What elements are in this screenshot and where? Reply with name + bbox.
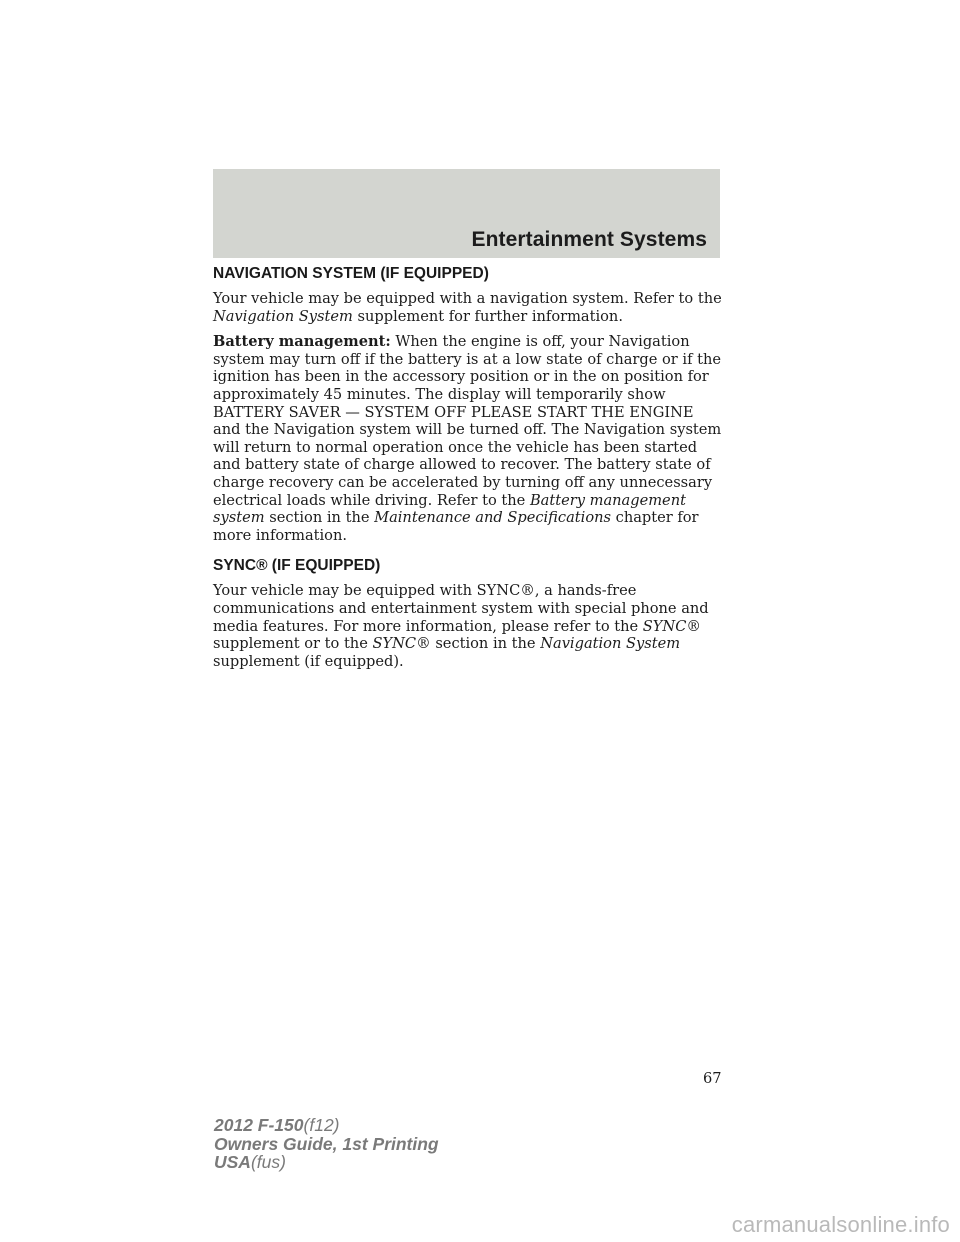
footer-model-code: (f12) bbox=[303, 1115, 340, 1135]
battery-management-mid-text: section in the bbox=[269, 509, 370, 527]
page-number: 67 bbox=[703, 1070, 722, 1087]
battery-management-end-text: chapter for more information. bbox=[213, 509, 699, 544]
sync-text: Your vehicle may be equipped with SYNC®, a hands-free communications and entertainment system with special phone and media features. For more information, please refer to the bbox=[213, 582, 709, 635]
sync-supplement-reference: SYNC® bbox=[642, 617, 701, 635]
footer-model: 2012 F-150 bbox=[214, 1115, 304, 1135]
sync-text-4: supplement (if equipped). bbox=[213, 652, 404, 670]
navigation-intro-text-end: supplement for further information. bbox=[357, 307, 623, 325]
navigation-heading: NAVIGATION SYSTEM (IF EQUIPPED) bbox=[213, 265, 489, 282]
sync-section-reference: SYNC® bbox=[372, 635, 431, 653]
battery-management-label: Battery management: bbox=[213, 333, 391, 351]
battery-management-paragraph bbox=[213, 333, 725, 544]
watermark-text: carmanualsonline.info bbox=[731, 1212, 950, 1237]
footer-market-line bbox=[214, 1153, 439, 1172]
page-content bbox=[213, 264, 725, 678]
sync-heading: SYNC® (IF EQUIPPED) bbox=[213, 557, 381, 575]
footer-model-line bbox=[214, 1116, 439, 1135]
print-footer bbox=[214, 1116, 439, 1172]
sync-text-2: supplement or to the bbox=[213, 635, 368, 653]
sync-text-3: section in the bbox=[435, 635, 536, 653]
battery-management-text: When the engine is off, your Navigation system may turn off if the battery is at a low state of charge or if the ignition has been in the accessory position or in the on position for approximately 45 minutes. The display will temporarily show BATTERY SAVER — SYSTEM OFF PLEASE START THE ENGINE and the Navigation system will be turned off. The Navigation system will return to normal operation once the vehicle has been started and battery state of charge allowed to recover. The battery state of charge recovery can be accelerated by turning off any unnecessary electrical loads while driving. Refer to the bbox=[213, 333, 722, 509]
footer-printing-line: Owners Guide, 1st Printing bbox=[214, 1133, 439, 1154]
section-title: Entertainment Systems bbox=[471, 228, 707, 251]
sync-paragraph bbox=[213, 582, 725, 670]
navigation-intro-paragraph bbox=[213, 290, 725, 325]
footer-market-code: (fus) bbox=[250, 1152, 286, 1172]
section-header-band bbox=[213, 169, 720, 258]
battery-management-system-reference: Battery management system bbox=[213, 491, 686, 527]
navigation-supplement-reference: Navigation System bbox=[540, 635, 681, 653]
navigation-intro-text: Your vehicle may be equipped with a navigation system. Refer to the bbox=[213, 290, 722, 307]
maintenance-chapter-reference: Maintenance and Specifications bbox=[374, 509, 611, 527]
footer-market: USA bbox=[214, 1152, 251, 1172]
navigation-system-reference: Navigation System bbox=[213, 307, 353, 325]
